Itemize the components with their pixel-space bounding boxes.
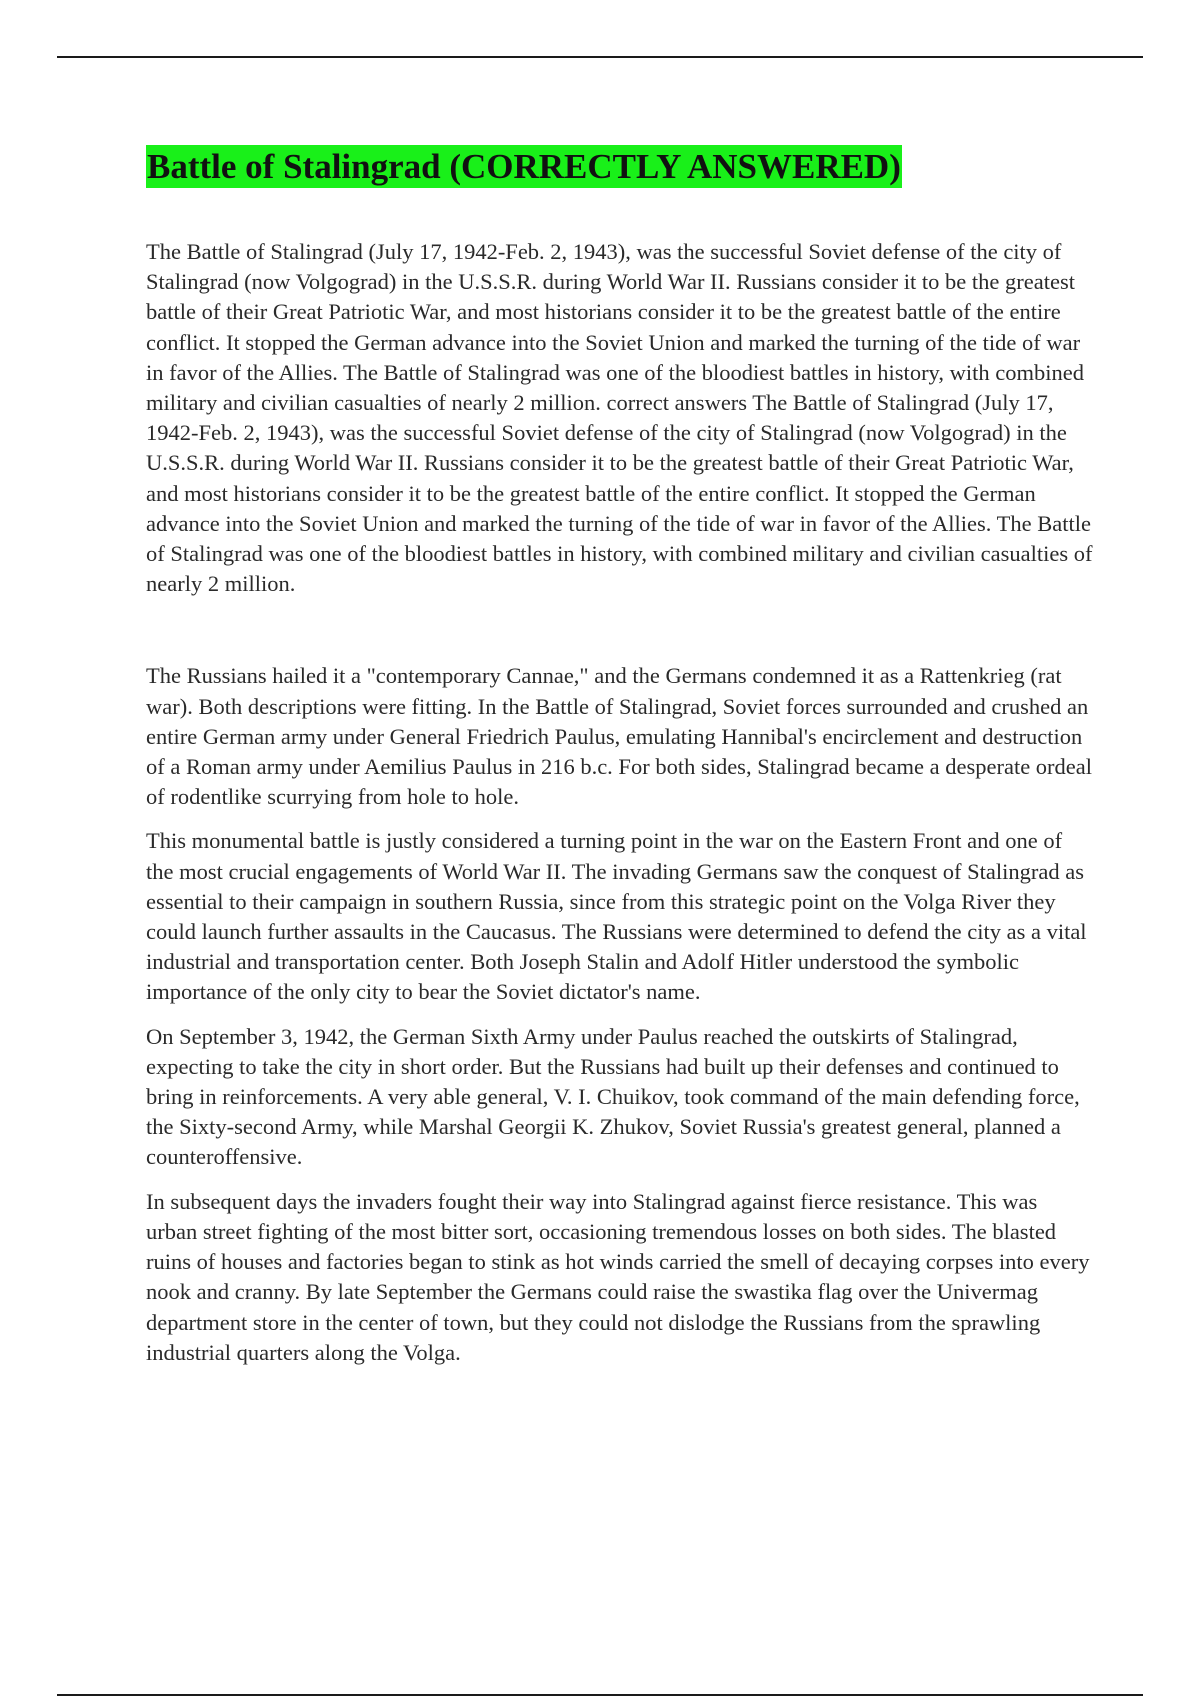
paragraph-sixth-army: On September 3, 1942, the German Sixth Army under Paulus reached the outskirts of Stalingrad, expecting to take the city in short order. But the Russians had built up their defenses and continued to bring in reinforcements. A very able general, V. I. Chuikov, took command of the main defending force, the Sixty-second Army, while Marshal Georgii K. Zhukov, Soviet Russia's greatest general, planned a counteroffensive. — [146, 1023, 1080, 1170]
top-rule — [57, 56, 1143, 58]
bottom-rule — [57, 1694, 1143, 1696]
paragraph-intro: The Battle of Stalingrad (July 17, 1942-Feb. 2, 1943), was the successful Soviet defense of the city of Stalingrad (now Volgograd) in the U.S.S.R. during World War II. Russians consider it to be the greatest battle of their Great Patriotic War, and most historians consider it to be the greatest battle of the entire conflict. It stopped the German advance into the Soviet Union and marked the turning of the tide of war in favor of the Allies. The Battle of Stalingrad was one of the bloodiest battles in history, with combined military and civilian casualties of nearly 2 million. correct answers The Battle of Stalingrad (July 17, 1942-Feb. 2, 1943), was the successful Soviet defense of the city of Stalingrad (now Volgograd) in the U.S.S.R. during World War II. Russians consider it to be the greatest battle of their Great Patriotic War, and most historians consider it to be the greatest battle of the entire conflict. It stopped the German advance into the Soviet Union and marked the turning of the tide of war in favor of the Allies. The Battle of Stalingrad was one of the bloodiest battles in history, with combined military and civilian casualties of nearly 2 million. — [146, 239, 1093, 597]
title-container — [146, 145, 1094, 196]
document-body — [146, 145, 1094, 1368]
paragraph-cannae: The Russians hailed it a "contemporary Cannae," and the Germans condemned it as a Rattenkrieg (rat war). Both descriptions were fitting. In the Battle of Stalingrad, Soviet forces surrounded and crushed an entire German army under General Friedrich Paulus, emulating Hannibal's encirclement and destruction of a Roman army under Aemilius Paulus in 216 b.c. For both sides, Stalingrad became a desperate ordeal of rodentlike scurrying from hole to hole. — [146, 663, 1093, 810]
page-title: Battle of Stalingrad (CORRECTLY ANSWERED) — [147, 147, 901, 186]
paragraph-street-fighting: In subsequent days the invaders fought their way into Stalingrad against fierce resistance. This was urban street fighting of the most bitter sort, occasioning tremendous losses on both sides. The blasted ruins of houses and factories began to stink as hot winds carried the smell of decaying corpses into every nook and cranny. By late September the Germans could raise the swastika flag over the Univermag department store in the center of town, but they could not dislodge the Russians from the sprawling industrial quarters along the Volga. — [146, 1188, 1090, 1365]
paragraph-turning-point: This monumental battle is justly considered a turning point in the war on the Eastern Front and one of the most crucial engagements of World War II. The invading Germans saw the conquest of Stalingrad as essential to their campaign in southern Russia, since from this strategic point on the Volga River they could launch further assaults in the Caucasus. The Russians were determined to defend the city as a vital industrial and transportation center. Both Joseph Stalin and Adolf Hitler understood the symbolic importance of the only city to bear the Soviet dictator's name. — [146, 828, 1087, 1005]
